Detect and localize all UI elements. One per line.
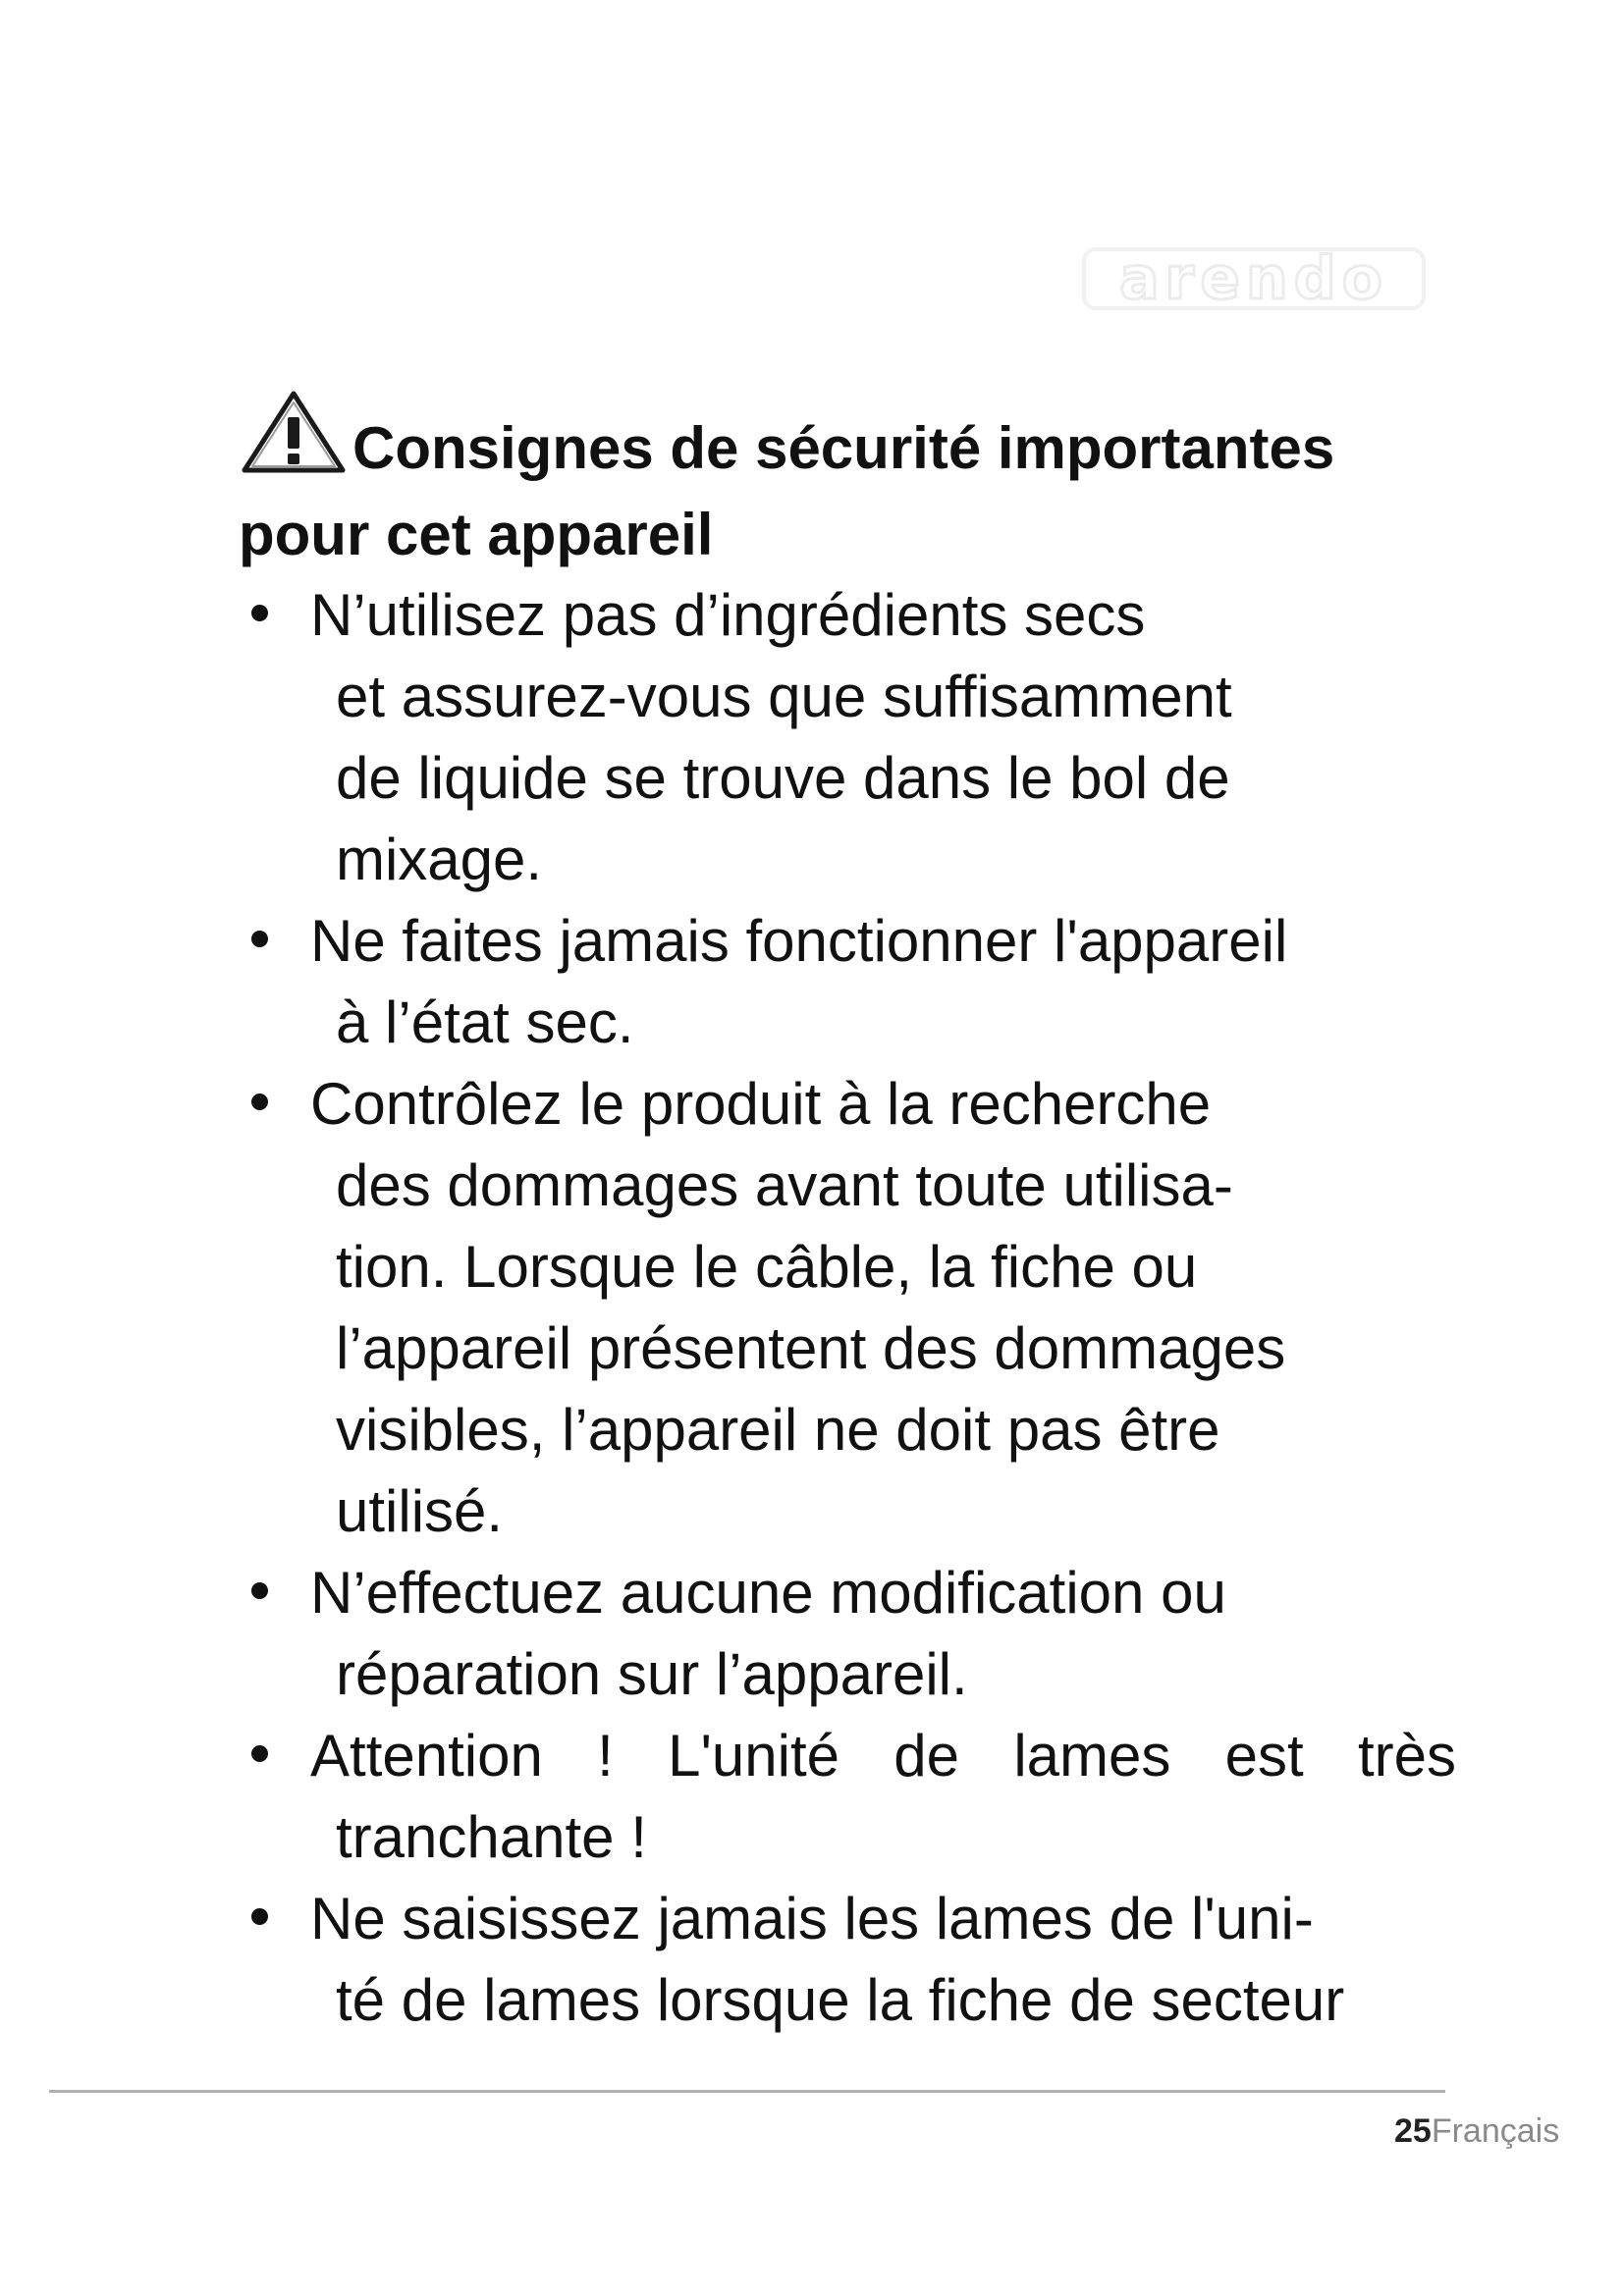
list-item-line: Ne faites jamais fonctionner l'appareil bbox=[310, 908, 1288, 974]
bullet-icon bbox=[251, 931, 268, 947]
list-item bbox=[244, 574, 1456, 900]
list-item bbox=[244, 1878, 1456, 2041]
list-item-line: réparation sur l’appareil. bbox=[336, 1641, 968, 1707]
brand-logo bbox=[1082, 244, 1426, 313]
page-footer bbox=[1394, 2111, 1559, 2151]
list-item-line: des dommages avant toute utilisa- bbox=[336, 1152, 1233, 1218]
list-item-line: l’appareil présentent des dommages bbox=[336, 1315, 1286, 1381]
list-item-line: à l’état sec. bbox=[336, 989, 634, 1055]
bullet-icon bbox=[251, 1908, 268, 1925]
safety-heading bbox=[239, 388, 1466, 578]
list-item-line: N’effectuez aucune modification ou bbox=[310, 1560, 1226, 1626]
list-item bbox=[244, 900, 1456, 1063]
list-item-line: tranchante ! bbox=[336, 1804, 647, 1870]
bullet-icon bbox=[251, 1745, 268, 1762]
list-item-line: té de lames lorsque la fiche de secteur bbox=[336, 1967, 1345, 2033]
footer-language: Français bbox=[1431, 2112, 1560, 2150]
bullet-icon bbox=[251, 1582, 268, 1599]
safety-instructions-list bbox=[244, 574, 1456, 2041]
list-item bbox=[244, 1063, 1456, 1552]
list-item-line: utilisé. bbox=[336, 1478, 504, 1544]
brand-logo-text: arendo bbox=[1119, 244, 1388, 313]
list-item-line: visibles, l’appareil ne doit pas être bbox=[336, 1397, 1220, 1463]
list-item-line: N’utilisez pas d’ingrédients secs bbox=[310, 582, 1146, 648]
list-item bbox=[244, 1715, 1456, 1878]
list-item-line: tion. Lorsque le câble, la fiche ou bbox=[336, 1234, 1198, 1300]
bullet-icon bbox=[251, 1094, 268, 1110]
list-item-line: Ne saisissez jamais les lames de l'uni- bbox=[310, 1886, 1314, 1951]
page-number: 25 bbox=[1394, 2112, 1432, 2150]
safety-heading-text: Consignes de sécurité importantes pour cet appareil bbox=[239, 415, 1335, 567]
list-item-line: Contrôlez le produit à la recherche bbox=[310, 1071, 1212, 1137]
list-item-line: de liquide se trouve dans le bol de bbox=[336, 745, 1230, 811]
warning-triangle-icon bbox=[239, 388, 349, 476]
bullet-icon bbox=[251, 605, 268, 621]
list-item-line: et assurez-vous que suffisamment bbox=[336, 664, 1232, 729]
footer-divider bbox=[49, 2090, 1445, 2093]
list-item-line: mixage. bbox=[336, 827, 543, 892]
list-item bbox=[244, 1552, 1456, 1715]
list-item-line: Attention ! L'unité de lames est très bbox=[310, 1723, 1456, 1789]
